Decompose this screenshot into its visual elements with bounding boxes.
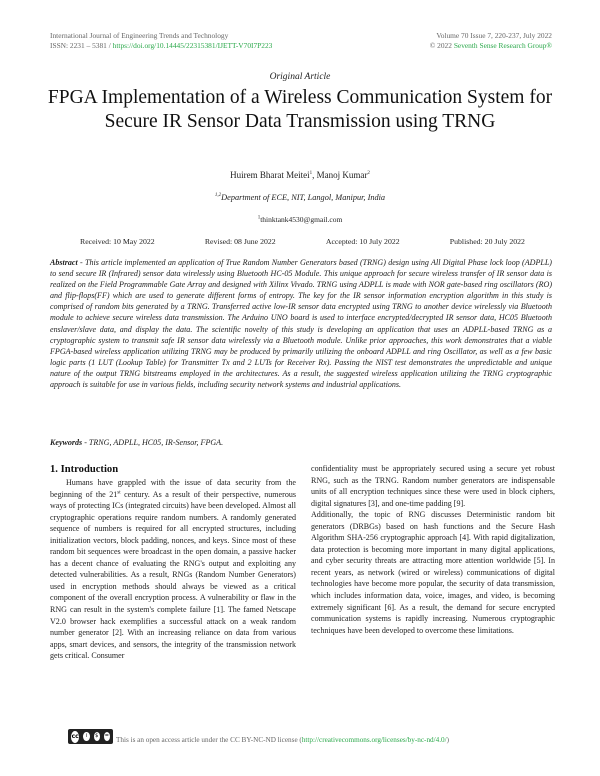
- email: [50, 215, 550, 224]
- journal-name: International Journal of Engineering Trends and Technology: [50, 31, 229, 40]
- email-sup: 1: [257, 215, 261, 221]
- volume-info: Volume 70 Issue 7, 220-237, July 2022: [436, 31, 552, 40]
- volume-header: [430, 31, 552, 51]
- license-footer: [68, 729, 449, 744]
- publisher-link[interactable]: Seventh Sense Research Group®: [453, 41, 552, 50]
- doi-link[interactable]: https://doi.org/10.14445/22315381/IJETT-V70I7P223: [112, 41, 273, 50]
- affiliation: [50, 193, 550, 202]
- author-name: Huirem Bharat Meitei: [230, 170, 310, 180]
- dates-row: [80, 237, 525, 246]
- author-sep: ,: [312, 170, 317, 180]
- abstract: [50, 257, 552, 390]
- license-link[interactable]: http://creativecommons.org/licenses/by-nc-nd/4.0/: [301, 736, 447, 744]
- paragraph: Additionally, the topic of RNG discusses Deterministic random bit generators (DRBGs) based on hash functions and the Secure Hash Algorithm SHA-256 cryptographic approach [4]. With rapid digitalization, data protection is becoming more important in many digital applications, and cyber security threats are attracting more attention worldwide [5]. In recent years, as network (wired or wireless) communications of digital technologies have become more popular, the security of data transmission, which includes information data, voice, images, and video, is becoming extremely significant [6]. As a result, the demand for secure encrypted communication systems is rapidly increasing. Numerous cryptographic techniques have been developed to overcome these limitations.: [311, 510, 555, 635]
- author-sup: 1: [309, 171, 313, 176]
- section-heading: 1. Introduction: [50, 464, 119, 475]
- keywords: [50, 438, 223, 447]
- date-revised: Revised: 08 June 2022: [204, 237, 276, 246]
- ordinal-sup: st: [117, 489, 121, 495]
- cc-license-logo[interactable]: cc i $ =: [68, 729, 113, 744]
- license-close: ): [446, 736, 450, 744]
- abstract-label: Abstract: [50, 258, 78, 267]
- affiliation-text: Department of ECE, NIT, Langol, Manipur, India: [221, 193, 386, 202]
- keywords-label: Keywords: [50, 438, 83, 447]
- issn: ISSN: 2231 – 5381 /: [50, 41, 111, 50]
- date-published: Published: 20 July 2022: [449, 237, 525, 246]
- date-accepted: Accepted: 10 July 2022: [325, 237, 400, 246]
- paragraph: [50, 477, 296, 662]
- paper-title: FPGA Implementation of a Wireless Communication System for Secure IR Sensor Data Transmission using TRNG: [47, 87, 553, 132]
- paragraph-text: Humans have grappled with the issue of data security from the beginning of the 21: [50, 478, 296, 499]
- left-column: [50, 463, 296, 662]
- paragraph: confidentiality must be appropriately secured using a secure yet robust RNG, such as the TRNG. Random number generators are indispensable units of all encryption techniques since these were used in block ciphers, digital signatures [3], and one-time padding [9].: [311, 464, 555, 508]
- abstract-text: - This article implemented an application of True Random Number Generators based (TRNG) design using All Digital Phase lock loop (ADPLL) to send secure IR (Infrared) sensor data wirelessly using Bluetooth HC-05 Module. This unique approach for secure wireless transfer of IR sensor data is realized on the Field Programmable Gate Array and designed with Xilinx Vivado. TRNG using ADPLL is made with NOR gate-based ring oscillators (RO) and flip-flops(FF) which are used to generate different forms of entropy. The key for the IR sensor information encryption algorithm in this study is comprised of random bits generated by a TRNG. Transferred active low-IR sensor data encrypted using TRNG to another device wirelessly via Bluetooth module to achieve secure wireless data transmission. The Arduino UNO board is used to interface encrypted/decrypted IR sensor data, HC05 Bluetooth enslaver/slave data, and display the data. The scientific novelty of this study is developing an application that uses an ADPLL-based TRNG as a cryptographic system to transmit safe IR sensor data wirelessly via a Bluetooth module. Unlike prior approaches, this work demonstrates that a viable FPGA-based wireless application utilizing TRNG may be produced by primarily utilizing the onboard ADPLL and ring Oscillator, as well as a few basic logic parts (1 LUT (Lookup Table) for Transmitter Tx and 2 LUTs for Receiver Rx). Passing the NIST test demonstrates the unpredictable and unique nature of the output TRNG bitstreams employed in the architectures. As a result, the suggested wireless application utilizing the TRNG cryptographic approach is suitable for use in various fields, including security network systems and industrial applications.: [50, 258, 552, 390]
- right-column: [311, 463, 555, 636]
- email-text[interactable]: thinktank4530@gmail.com: [260, 215, 343, 224]
- article-type: Original Article: [269, 72, 331, 82]
- paragraph-text: century. As a result of their perspective, numerous ways of protecting ICs (integrated circuits) have been developed. Almost all cryptographic operations require random numbers. A randomly generated sequence of numbers is required for all encrypted structures, including initialization vectors, block padding, nonces, and keys. Since most of these random bit sequences were broadcast in the open domain, a passive hacker has a decent chance of evaluating the RNG's output and exploiting any detected vulnerabilities. As a result, RNGs (Random Number Generators) used in encryption methods should always be viewed as a critical component of the overall encryption process. A vulnerability or flaw in the RNG can result in the system's complete failure [1]. The famed Netscape V2.0 browser hack exemplifies a successful attack on a weak random number generator [2]. With an increasing reliance on data from various apps, smart devices, and sensors, the integrity of the transmission network gets critical. Consumer: [50, 489, 296, 661]
- keywords-text: - TRNG, ADPLL, HC05, IR-Sensor, FPGA.: [82, 438, 224, 447]
- authors: [50, 170, 550, 180]
- journal-header: [50, 31, 272, 51]
- author-sup: 2: [367, 171, 370, 176]
- license-text: This is an open access article under the CC BY-NC-ND license (: [116, 736, 302, 744]
- affiliation-sup: 1,2: [214, 193, 222, 199]
- copyright: © 2022: [429, 41, 452, 50]
- author-name: Manoj Kumar: [316, 170, 368, 180]
- date-received: Received: 10 May 2022: [80, 237, 155, 246]
